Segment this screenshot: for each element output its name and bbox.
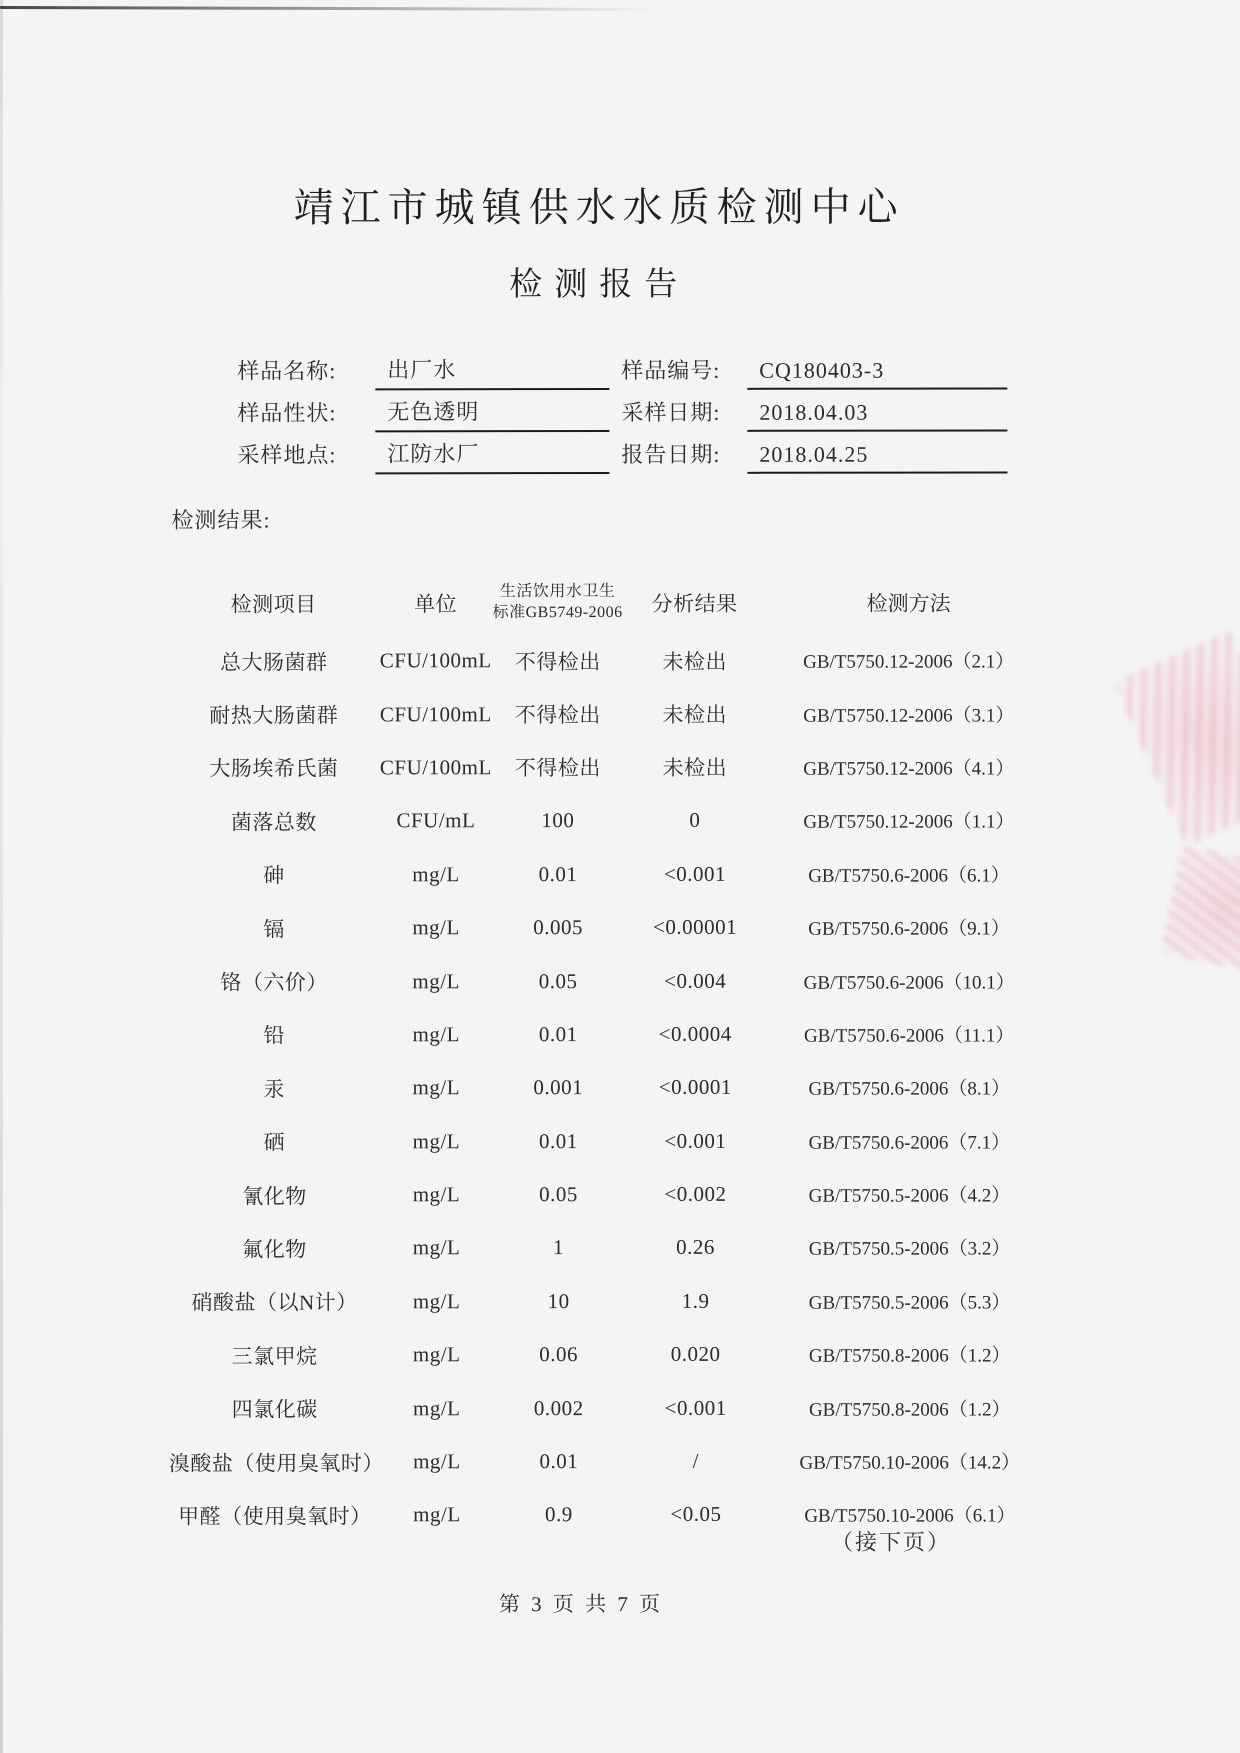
cell-result: <0.001 xyxy=(663,861,727,886)
cell-method: GB/T5750.6-2006（11.1） xyxy=(804,1025,1015,1047)
cell-unit: mg/L xyxy=(413,1502,461,1527)
cell-method: GB/T5750.6-2006（10.1） xyxy=(803,971,1015,994)
cell-item: 氟化物 xyxy=(242,1237,307,1262)
cell-unit: mg/L xyxy=(412,968,460,993)
cell-result: 未检出 xyxy=(662,649,727,674)
cell-standard: 100 xyxy=(541,808,575,833)
cell-result: <0.0004 xyxy=(658,1021,732,1046)
results-table xyxy=(168,571,1053,1542)
cell-item: 硝酸盐（以N计） xyxy=(191,1290,358,1315)
cell-result: <0.001 xyxy=(664,1395,727,1420)
sample-name-label: 样品名称: xyxy=(237,358,337,384)
header-standard-line1: 生活饮用水卫生 xyxy=(499,583,616,601)
cell-standard: 10 xyxy=(547,1288,570,1313)
cell-method: GB/T5750.6-2006（7.1） xyxy=(808,1132,1011,1154)
header-standard-line2: 标准GB5749-2006 xyxy=(492,603,623,622)
cell-result: <0.00001 xyxy=(653,914,738,940)
cell-standard: 0.005 xyxy=(533,915,583,940)
cell-unit: mg/L xyxy=(412,1075,461,1100)
cell-unit: mg/L xyxy=(412,1182,461,1207)
cell-result: <0.0001 xyxy=(658,1075,732,1100)
cell-item: 四氯化碳 xyxy=(231,1397,318,1422)
report-date-value: 2018.04.25 xyxy=(747,441,1007,473)
cell-item: 汞 xyxy=(263,1077,286,1102)
header-standard xyxy=(492,582,624,624)
cell-standard: 不得检出 xyxy=(514,649,601,674)
cell-unit: mg/L xyxy=(412,1342,461,1367)
cell-result: <0.05 xyxy=(670,1502,722,1527)
cell-unit: mg/L xyxy=(413,1449,461,1474)
cell-item: 铬（六价） xyxy=(220,970,328,995)
sampling-date-row xyxy=(621,389,1240,432)
cell-item: 总大肠菌群 xyxy=(219,650,328,675)
cell-unit: mg/L xyxy=(412,1022,460,1047)
cell-method: GB/T5750.12-2006（1.1） xyxy=(803,811,1015,834)
table-row xyxy=(168,1007,1052,1062)
sampling-site-label: 采样地点: xyxy=(237,442,337,468)
cell-method: GB/T5750.8-2006（1.2） xyxy=(808,1399,1011,1421)
header-unit: 单位 xyxy=(414,592,458,617)
cell-method: GB/T5750.6-2006（9.1） xyxy=(808,918,1010,940)
cell-method: GB/T5750.10-2006（14.2） xyxy=(799,1452,1021,1474)
sampling-site-value: 江防水厂 xyxy=(375,437,609,474)
cell-result: 0.26 xyxy=(676,1235,715,1260)
table-row xyxy=(168,847,1052,902)
sample-character-label: 样品性状: xyxy=(237,400,337,426)
cell-result: <0.004 xyxy=(664,968,727,993)
table-row xyxy=(169,1327,1053,1382)
header-result: 分析结果 xyxy=(651,591,738,616)
organization-title: 靖江市城镇供水水质检测中心 xyxy=(293,184,905,231)
results-section-label: 检测结果: xyxy=(171,507,271,533)
cell-item: 甲醛（使用臭氧时） xyxy=(178,1504,372,1529)
results-table-body xyxy=(168,633,1053,1542)
cell-standard: 0.05 xyxy=(539,1182,578,1207)
table-row xyxy=(169,1434,1053,1489)
cell-method: GB/T5750.8-2006（1.2） xyxy=(808,1345,1011,1368)
cell-result: 0.020 xyxy=(670,1342,721,1367)
continued-next-page-note: （接下页） xyxy=(830,1529,951,1555)
cell-result: / xyxy=(692,1448,700,1473)
cell-result: <0.001 xyxy=(664,1128,727,1153)
report-title: 检测报告 xyxy=(509,266,690,304)
cell-item: 溴酸盐（使用臭氧时） xyxy=(168,1450,384,1476)
table-row xyxy=(168,900,1052,955)
cell-standard: 0.01 xyxy=(538,1021,578,1047)
cell-result: 1.9 xyxy=(681,1288,710,1313)
cell-item: 大肠埃希氏菌 xyxy=(209,756,339,782)
cell-method: GB/T5750.12-2006（3.1） xyxy=(803,705,1015,727)
cell-item: 硒 xyxy=(263,1130,286,1155)
cell-item: 铅 xyxy=(263,1023,285,1048)
header-item: 检测项目 xyxy=(230,592,317,617)
cell-result: <0.002 xyxy=(664,1181,727,1207)
cell-item: 菌落总数 xyxy=(230,810,317,835)
table-row xyxy=(168,794,1052,849)
cell-standard: 0.01 xyxy=(538,1128,578,1153)
results-table-header xyxy=(168,571,1052,634)
cell-method: GB/T5750.5-2006（5.3） xyxy=(808,1292,1011,1314)
cell-unit: mg/L xyxy=(412,1128,461,1153)
table-row xyxy=(168,1167,1052,1222)
header-method: 检测方法 xyxy=(866,591,951,616)
cell-standard: 1 xyxy=(553,1235,565,1260)
cell-unit: mg/L xyxy=(412,1235,461,1260)
table-row xyxy=(168,1114,1052,1169)
cell-standard: 0.01 xyxy=(539,1449,579,1474)
sample-number-value: CQ180403-3 xyxy=(747,357,1007,389)
table-row xyxy=(169,1381,1053,1436)
cell-unit: CFU/100mL xyxy=(379,648,492,673)
sampling-date-label: 采样日期: xyxy=(621,399,721,425)
report-date-row xyxy=(621,431,1240,474)
table-row xyxy=(168,1221,1052,1276)
cell-unit: mg/L xyxy=(412,915,460,940)
cell-standard: 0.001 xyxy=(533,1075,584,1100)
cell-standard: 0.06 xyxy=(539,1342,579,1367)
cell-unit: CFU/100mL xyxy=(379,701,492,726)
cell-item: 镉 xyxy=(263,917,285,942)
cell-method: GB/T5750.10-2006（6.1） xyxy=(804,1505,1016,1528)
cell-unit: CFU/100mL xyxy=(379,755,492,780)
table-row xyxy=(168,633,1052,688)
cell-item: 砷 xyxy=(263,863,285,888)
cell-method: GB/T5750.6-2006（6.1） xyxy=(808,865,1010,887)
cell-method: GB/T5750.12-2006（2.1） xyxy=(803,651,1015,673)
cell-unit: mg/L xyxy=(412,1289,461,1314)
cell-standard: 不得检出 xyxy=(514,756,601,781)
cell-result: 未检出 xyxy=(662,756,728,781)
cell-item: 三氯甲烷 xyxy=(231,1344,318,1369)
table-row xyxy=(169,1274,1053,1329)
sample-character-value: 无色透明 xyxy=(375,395,609,432)
sample-info-right-column xyxy=(621,347,1240,474)
cell-unit: mg/L xyxy=(412,861,460,887)
sampling-date-value: 2018.04.03 xyxy=(747,399,1007,431)
table-row xyxy=(168,687,1052,742)
cell-item: 耐热大肠菌群 xyxy=(209,703,339,728)
cell-result: 0 xyxy=(689,808,701,833)
cell-standard: 0.05 xyxy=(538,968,578,993)
cell-standard: 0.002 xyxy=(533,1395,584,1420)
cell-unit: CFU/mL xyxy=(396,808,476,833)
cell-result: 未检出 xyxy=(662,702,728,728)
cell-standard: 0.9 xyxy=(544,1502,573,1527)
sample-name-value: 出厂水 xyxy=(375,353,609,390)
page-number-footer: 第 3 页 共 7 页 xyxy=(498,1591,664,1617)
cell-method: GB/T5750.6-2006（8.1） xyxy=(808,1078,1011,1101)
cell-method: GB/T5750.5-2006（3.2） xyxy=(808,1238,1011,1261)
table-row xyxy=(168,1061,1052,1116)
sample-number-label: 样品编号: xyxy=(621,357,721,383)
sample-number-row xyxy=(621,347,1240,390)
table-row xyxy=(168,740,1052,795)
cell-item: 氰化物 xyxy=(242,1184,307,1209)
report-date-label: 报告日期: xyxy=(621,441,721,467)
table-row xyxy=(168,954,1052,1009)
cell-method: GB/T5750.5-2006（4.2） xyxy=(808,1185,1011,1207)
cell-unit: mg/L xyxy=(412,1395,461,1420)
cell-method: GB/T5750.12-2006（4.1） xyxy=(803,758,1015,780)
cell-standard: 不得检出 xyxy=(514,703,601,728)
cell-standard: 0.01 xyxy=(538,861,578,886)
